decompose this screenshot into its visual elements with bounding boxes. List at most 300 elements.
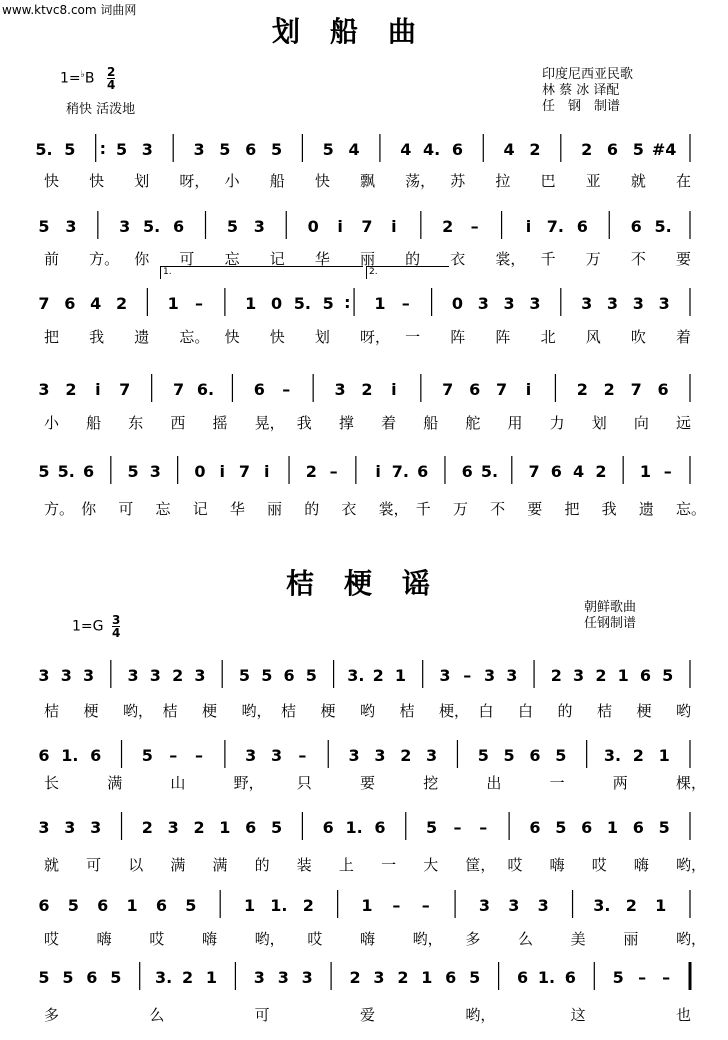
note: i <box>525 217 532 236</box>
note: 3 <box>348 746 360 765</box>
song2-credit-origin: 朝鲜歌曲 <box>584 600 637 615</box>
song1-staff-4 <box>0 368 728 408</box>
lyric-char: 把 <box>564 500 580 518</box>
note: i <box>219 462 225 481</box>
note: 3 <box>606 294 619 313</box>
lyric-char: 大 <box>423 856 439 874</box>
note: 6 <box>529 746 541 765</box>
lyric-char: 前 <box>44 250 60 268</box>
note: 3 <box>478 896 491 915</box>
note: – <box>463 666 472 685</box>
note: 4 <box>503 140 515 159</box>
note: 2 <box>361 380 373 399</box>
lyric-char: 哎 <box>44 930 60 948</box>
note: 5 <box>426 818 438 837</box>
note: 7 <box>630 380 642 399</box>
note: 3 <box>38 666 50 685</box>
song1-lyric-line-5 <box>0 498 728 522</box>
note: 6 <box>245 818 257 837</box>
lyric-char: 呀， <box>179 172 210 190</box>
lyric-char: 筐， <box>465 856 496 874</box>
lyric-char: 巴 <box>540 172 556 190</box>
lyric-char: 飘 <box>360 172 376 190</box>
note: 5 <box>115 140 128 159</box>
lyric-char: 忘 <box>155 500 171 518</box>
lyric-char: 多 <box>465 930 481 948</box>
note: 5 <box>503 746 515 765</box>
repeat-sign: : <box>344 293 351 312</box>
song1-lyric-line-3 <box>0 326 728 350</box>
lyric-char: 着 <box>381 414 397 432</box>
lyric-char: 的 <box>304 500 320 518</box>
lyric-char: 嗨 <box>360 930 376 948</box>
song2-staff-5 <box>0 956 728 996</box>
note: 6 <box>253 380 265 399</box>
lyric-char: 的 <box>405 250 421 268</box>
note: 6 <box>86 968 98 987</box>
song2-lyric-line-3 <box>0 854 728 878</box>
note: 2 <box>193 818 205 837</box>
lyric-char: 野， <box>233 774 264 792</box>
song2-staff-2 <box>0 734 728 774</box>
note: 3 <box>573 666 585 685</box>
note: 2 <box>181 968 194 987</box>
note: 3 <box>277 968 289 987</box>
note: i <box>375 462 381 481</box>
note: 6 <box>97 896 109 915</box>
lyric-char: 裳， <box>495 250 526 268</box>
lyric-char: 一 <box>549 774 565 792</box>
lyric-char: 的 <box>254 856 270 874</box>
song2-time-top: 3 <box>111 613 121 627</box>
lyric-char: 桔 <box>44 702 60 720</box>
note: – <box>195 294 204 313</box>
note: 7. <box>391 462 410 481</box>
lyric-char: 哎 <box>149 930 165 948</box>
lyric-char: 向 <box>633 414 649 432</box>
note: 3 <box>334 380 346 399</box>
lyric-char: 记 <box>192 500 208 518</box>
song1-title: 划船曲 <box>272 15 447 48</box>
note: 5. <box>35 140 53 159</box>
song2-title: 桔梗谣 <box>286 567 461 600</box>
lyric-char: 就 <box>44 856 60 874</box>
note: 0 <box>307 217 319 236</box>
song1-staff-1 <box>0 128 728 168</box>
note: 0 <box>270 294 283 313</box>
lyric-char: 梗 <box>636 702 652 720</box>
note: 5 <box>67 896 79 915</box>
lyric-char: 只 <box>296 774 312 792</box>
lyric-char: 哟， <box>465 1006 496 1024</box>
note: 5 <box>270 140 283 159</box>
lyric-char: 哟 <box>360 702 376 720</box>
note: 6 <box>632 818 644 837</box>
song2-lyric-line-2 <box>0 772 728 796</box>
note: 5 <box>469 968 481 987</box>
note: 5 <box>62 968 74 987</box>
note: 3 <box>167 818 179 837</box>
lyric-char: 船 <box>423 414 439 432</box>
note: 2 <box>442 217 454 236</box>
note: 5 <box>270 818 283 837</box>
lyric-char: 我 <box>601 500 617 518</box>
note: 1. <box>345 818 363 837</box>
note: – <box>195 746 204 765</box>
note: 3 <box>477 294 489 313</box>
note: 3 <box>194 666 206 685</box>
note: 1 <box>167 294 179 313</box>
note: 6 <box>38 896 50 915</box>
note: 6 <box>64 294 76 313</box>
lyric-char: 丽 <box>267 500 283 518</box>
lyric-char: 出 <box>486 774 502 792</box>
note: 6 <box>82 462 95 481</box>
note: 3. <box>155 968 173 987</box>
note: 1. <box>537 968 556 987</box>
lyric-char: 力 <box>549 414 565 432</box>
note: 5 <box>185 896 197 915</box>
note: 3 <box>529 294 541 313</box>
volta-2-bracket: 2. <box>366 266 449 279</box>
note: 1 <box>421 968 433 987</box>
note: 2 <box>581 140 593 159</box>
song1-key-note: B <box>84 70 95 87</box>
note: – <box>663 462 672 481</box>
song1-credit-origin: 印度尼西亚民歌 <box>542 67 634 82</box>
lyric-char: 么 <box>518 930 534 948</box>
lyric-char: 撑 <box>338 414 354 432</box>
note: 7 <box>442 380 454 399</box>
note: 3 <box>64 818 76 837</box>
note: 6 <box>155 896 168 915</box>
note: 7 <box>361 217 373 236</box>
note: 7. <box>546 217 565 236</box>
note: 4 <box>400 140 412 159</box>
lyric-char: 华 <box>229 500 245 518</box>
note: 1 <box>655 896 667 915</box>
note: 3 <box>508 896 520 915</box>
note: 4 <box>90 294 102 313</box>
lyric-char: 白 <box>478 702 494 720</box>
note: 2 <box>305 462 317 481</box>
note: – <box>329 462 338 481</box>
note: 1 <box>394 666 406 685</box>
lyric-char: 装 <box>296 856 312 874</box>
note: i <box>95 380 101 399</box>
lyric-char: 桔 <box>162 702 178 720</box>
note: 6 <box>576 217 588 236</box>
song2-lyric-line-4 <box>0 928 728 952</box>
lyric-char: 哟 <box>676 702 692 720</box>
note: 3 <box>581 294 593 313</box>
lyric-char: 亚 <box>585 172 601 190</box>
note: 5 <box>322 294 334 313</box>
note: 6 <box>516 968 529 987</box>
note: – <box>638 968 647 987</box>
lyric-char: 记 <box>269 250 285 268</box>
note: 6 <box>417 462 429 481</box>
note: 3 <box>149 666 161 685</box>
note: 5. <box>293 294 312 313</box>
note: 2 <box>302 896 314 915</box>
note: 5 <box>219 140 231 159</box>
lyric-char: 苏 <box>450 172 466 190</box>
lyric-char: 满 <box>170 856 186 874</box>
lyric-char: 哟， <box>412 930 443 948</box>
song2-staff-1 <box>0 654 728 694</box>
note: 6 <box>630 217 642 236</box>
lyric-char: 梗 <box>320 702 336 720</box>
song1-lyric-line-1 <box>0 170 728 194</box>
flat-sign: ♭ <box>80 69 85 80</box>
note: 1 <box>361 896 373 915</box>
note: 2 <box>595 462 607 481</box>
note: 6 <box>445 968 457 987</box>
note: 3 <box>373 968 385 987</box>
note: 3 <box>38 380 50 399</box>
lyric-char: 方。 <box>89 250 120 268</box>
note: 1. <box>61 746 79 765</box>
note: – <box>662 968 671 987</box>
note: 1 <box>245 294 257 313</box>
note: 5. <box>654 217 672 236</box>
note: 3 <box>193 140 205 159</box>
note: 5. <box>143 217 161 236</box>
note: 6 <box>461 462 473 481</box>
note: 2 <box>349 968 361 987</box>
lyric-char: 方。 <box>44 500 75 518</box>
note: 5 <box>38 217 50 236</box>
song1-staff-3 <box>0 282 728 322</box>
note: 3 <box>119 217 131 236</box>
note: 3 <box>439 666 451 685</box>
lyric-char: 小 <box>224 172 240 190</box>
note: 1. <box>270 896 288 915</box>
note: 5 <box>322 140 334 159</box>
note: 6 <box>374 818 386 837</box>
note: 3 <box>60 666 72 685</box>
lyric-char: 不 <box>490 500 506 518</box>
note: 6 <box>451 140 464 159</box>
note: 3 <box>483 666 496 685</box>
lyric-char: 要 <box>676 250 692 268</box>
song1-lyric-line-4 <box>0 412 728 436</box>
note: 0 <box>451 294 464 313</box>
note: 3. <box>603 746 622 765</box>
lyric-char: 要 <box>527 500 543 518</box>
note: 4 <box>348 140 360 159</box>
lyric-char: 嗨 <box>202 930 218 948</box>
lyric-char: 吹 <box>630 328 646 346</box>
note: 6 <box>90 746 102 765</box>
song1-credit-translator: 林 蔡 冰 译配 <box>542 83 620 98</box>
song2-credits <box>584 600 636 632</box>
lyric-char: 挖 <box>423 774 439 792</box>
lyric-char: 哟， <box>241 702 272 720</box>
lyric-char: 哟， <box>676 856 707 874</box>
note: – <box>470 217 479 236</box>
lyric-char: 多 <box>44 1006 60 1024</box>
lyric-char: 快 <box>314 172 330 190</box>
lyric-char: 这 <box>570 1006 586 1024</box>
note: 2 <box>115 294 128 313</box>
note: 3 <box>253 217 265 236</box>
note: 7 <box>119 380 131 399</box>
note: 1 <box>205 968 218 987</box>
note: 6 <box>550 462 562 481</box>
note: 4. <box>422 140 441 159</box>
song1-time-signature <box>107 66 115 91</box>
lyric-char: 两 <box>612 774 628 792</box>
lyric-char: 万 <box>452 500 468 518</box>
lyric-char: 划 <box>591 414 607 432</box>
song1-time-top: 2 <box>106 65 116 79</box>
note: 5 <box>658 818 670 837</box>
lyric-char: 山 <box>170 774 186 792</box>
lyric-char: 千 <box>415 500 431 518</box>
note: 5 <box>238 666 251 685</box>
song2-time-signature <box>112 614 120 639</box>
lyric-char: 满 <box>212 856 228 874</box>
note: 1 <box>243 896 256 915</box>
note: 3 <box>38 818 50 837</box>
note: 5 <box>305 666 317 685</box>
lyric-char: 快 <box>89 172 105 190</box>
note: 7 <box>528 462 540 481</box>
song1-staff-5 <box>0 450 728 490</box>
note: 2 <box>632 746 644 765</box>
note: 2 <box>529 140 541 159</box>
note: 3 <box>90 818 102 837</box>
note: 5 <box>38 462 50 481</box>
note: 3 <box>374 746 386 765</box>
lyric-char: 么 <box>149 1006 165 1024</box>
lyric-char: 哟， <box>123 702 154 720</box>
note: i <box>391 217 397 236</box>
lyric-char: 嗨 <box>633 856 649 874</box>
lyric-char: 小 <box>44 414 60 432</box>
lyric-char: 快 <box>269 328 285 346</box>
lyric-char: 把 <box>44 328 60 346</box>
lyric-char: 遗 <box>638 500 654 518</box>
note: i <box>525 380 532 399</box>
note: 6 <box>283 666 295 685</box>
lyric-char: 嗨 <box>96 930 112 948</box>
note: i <box>391 380 397 399</box>
note: 3. <box>593 896 611 915</box>
lyric-char: 丽 <box>360 250 376 268</box>
lyric-char: 舵 <box>465 414 481 432</box>
note: 5 <box>477 746 489 765</box>
lyric-char: 晃， <box>254 414 285 432</box>
note: 5 <box>261 666 273 685</box>
note: 2 <box>595 666 607 685</box>
lyric-char: 摇 <box>212 414 228 432</box>
note: 5 <box>141 746 153 765</box>
lyric-char: 着 <box>676 328 692 346</box>
lyric-char: 丽 <box>623 930 639 948</box>
lyric-char: 忘。 <box>676 500 707 518</box>
lyric-char: 桔 <box>399 702 415 720</box>
note: 6 <box>173 217 185 236</box>
lyric-char: 梗 <box>202 702 218 720</box>
lyric-char: 阵 <box>495 328 511 346</box>
note: 7 <box>38 294 50 313</box>
lyric-char: 快 <box>224 328 240 346</box>
repeat-sign: : <box>99 139 107 158</box>
lyric-char: 美 <box>570 930 586 948</box>
site-watermark: www.ktvc8.com 词曲网 <box>2 3 137 17</box>
note: 5 <box>612 968 624 987</box>
lyric-char: 呀， <box>360 328 391 346</box>
lyric-char: 划 <box>134 172 150 190</box>
note: 3 <box>632 294 644 313</box>
note: 3 <box>253 968 265 987</box>
lyric-char: 一 <box>405 328 421 346</box>
note: 2 <box>397 968 409 987</box>
note: – <box>298 746 307 765</box>
lyric-char: 哎 <box>307 930 323 948</box>
note: 6 <box>469 380 481 399</box>
note: 3 <box>82 666 95 685</box>
note: 5. <box>57 462 75 481</box>
lyric-char: 的 <box>557 702 573 720</box>
lyric-char: 在 <box>676 172 692 190</box>
note: 5 <box>110 968 122 987</box>
lyric-char: 衣 <box>450 250 466 268</box>
note: #4 <box>651 140 677 159</box>
lyric-char: 快 <box>44 172 60 190</box>
note: 6 <box>657 380 669 399</box>
note: 5 <box>127 462 139 481</box>
note: 5 <box>555 818 567 837</box>
lyric-char: 可 <box>179 250 195 268</box>
lyric-char: 华 <box>314 250 330 268</box>
lyric-char: 忘 <box>224 250 240 268</box>
lyric-char: 万 <box>585 250 601 268</box>
song1-credit-arranger: 任 钢 制谱 <box>542 99 621 114</box>
volta-1-bracket: 1. <box>160 266 363 279</box>
note: 1 <box>658 746 670 765</box>
note: 6 <box>322 818 334 837</box>
note: 6 <box>38 746 50 765</box>
song2-key <box>72 614 120 639</box>
song1-time-bottom: 4 <box>106 78 116 92</box>
note: 1 <box>639 462 652 481</box>
song1-lyric-line-2 <box>0 248 728 272</box>
lyric-char: 远 <box>676 414 692 432</box>
lyric-char: 哟， <box>676 930 707 948</box>
song2-credit-arranger: 任钢制谱 <box>584 616 637 631</box>
note: 2 <box>172 666 184 685</box>
note: 2 <box>550 666 562 685</box>
lyric-char: 可 <box>86 856 102 874</box>
note: 7 <box>173 380 185 399</box>
lyric-char: 阵 <box>450 328 466 346</box>
note: 6 <box>581 818 593 837</box>
lyric-char: 要 <box>360 774 376 792</box>
song1-key-prefix: 1= <box>60 70 81 87</box>
lyric-char: 一 <box>381 856 397 874</box>
note: 3 <box>149 462 161 481</box>
lyric-char: 你 <box>81 500 97 518</box>
note: 3. <box>347 666 365 685</box>
note: – <box>453 818 462 837</box>
note: – <box>392 896 401 915</box>
lyric-char: 梗 <box>83 702 99 720</box>
note: 2 <box>141 818 153 837</box>
